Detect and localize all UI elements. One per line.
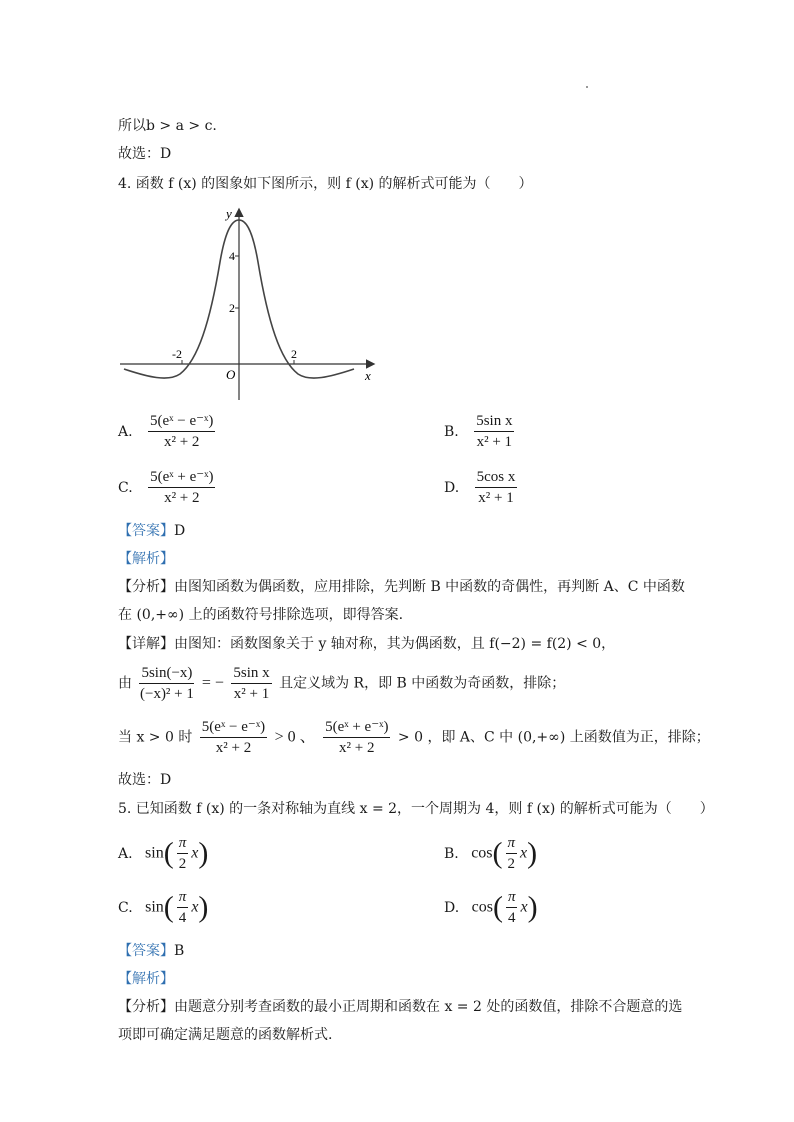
y-axis-label: y — [226, 206, 232, 221]
q5-fenxi-line2: 项即可确定满足题意的函数解析式. — [118, 1027, 333, 1043]
q5-fenxi-line1: 【分析】由题意分别考查函数的最小正周期和函数在 x = 2 处的函数值，排除不合题意的选 — [118, 999, 683, 1015]
previous-conclusion: 所以b > a > c. — [118, 118, 217, 134]
q4-option-b[interactable]: B. $\frac{\text{5sin x}}{\text{x² + 1}}$ — [444, 413, 513, 450]
q4-function-graph — [118, 202, 380, 402]
scan-dot — [586, 86, 588, 88]
q4-option-d[interactable]: D. $\frac{\text{5cos x}}{\text{x² + 1}}$ — [444, 469, 516, 506]
q4-answer: 【答案】D — [118, 523, 186, 539]
answer-tag: 【答案】 — [118, 523, 174, 539]
q4-stem: 4. 函数 f (x) 的图象如下图所示，则 f (x) 的解析式可能为（ ） — [118, 176, 533, 192]
q5-stem: 5. 已知函数 f (x) 的一条对称轴为直线 x = 2，一个周期为 4，则 f (x) 的解析式可能为（ ） — [118, 801, 714, 817]
q4-xiangjie-line3: 当 x > 0 时 $\frac{\text{5(eˣ − e⁻ˣ)}}{\text{x² + 2}}$ > 0 、 $\frac{\text{5(eˣ + e⁻ˣ)}}{\text{x² + 2}}$ > 0 ，即 A、C 中 (0,+∞) 上函数值为正，排除； — [118, 719, 710, 756]
x-axis-label: x — [365, 368, 371, 383]
q4-fenxi-line1: 【分析】由图知函数为偶函数，应用排除，先判断 B 中函数的奇偶性，再判断 A、C 中函数 — [118, 579, 685, 595]
q5-option-a[interactable]: A. sin( $\frac{\pi}{2}$ x) — [118, 835, 209, 872]
q5-option-c[interactable]: C. sin( $\frac{\pi}{4}$ x) — [118, 889, 209, 926]
previous-answer: 故选：D — [118, 146, 172, 162]
q4-option-a[interactable]: A. $\frac{\text{5(eˣ − e⁻ˣ)}}{\text{x² + 2}}$ — [118, 413, 214, 450]
q5-option-d[interactable]: D. cos( $\frac{\pi}{4}$ x) — [444, 889, 538, 926]
x-tick-neg2: -2 — [172, 347, 182, 361]
q5-answer: 【答案】B — [118, 943, 185, 959]
x-tick-2: 2 — [291, 347, 297, 361]
q5-option-b[interactable]: B. cos( $\frac{\pi}{2}$ x) — [444, 835, 538, 872]
q4-xiangjie-line1: 【详解】由图知：函数图象关于 y 轴对称，其为偶函数，且 f(−2) = f(2) < 0， — [118, 636, 616, 652]
q4-fenxi-line2: 在 (0,+∞) 上的函数符号排除选项，即得答案. — [118, 607, 404, 623]
q5-analysis-heading: 【解析】 — [118, 971, 174, 987]
q4-xiangjie-line2: 由 $\frac{5\sin(-x)}{\text{(−x)² + 1}}$ = − $\frac{\text{5sin x}}{\text{x² + 1}}$ 且定义域为 R，即 B 中函数为奇函数，排除； — [118, 665, 566, 702]
q4-option-c[interactable]: C. $\frac{\text{5(eˣ + e⁻ˣ)}}{\text{x² + 2}}$ — [118, 469, 214, 506]
y-tick-2: 2 — [229, 301, 235, 315]
y-tick-4: 4 — [229, 249, 235, 263]
q4-conclusion: 故选：D — [118, 772, 172, 788]
origin-label: O — [226, 367, 236, 382]
q4-analysis-heading: 【解析】 — [118, 551, 174, 567]
